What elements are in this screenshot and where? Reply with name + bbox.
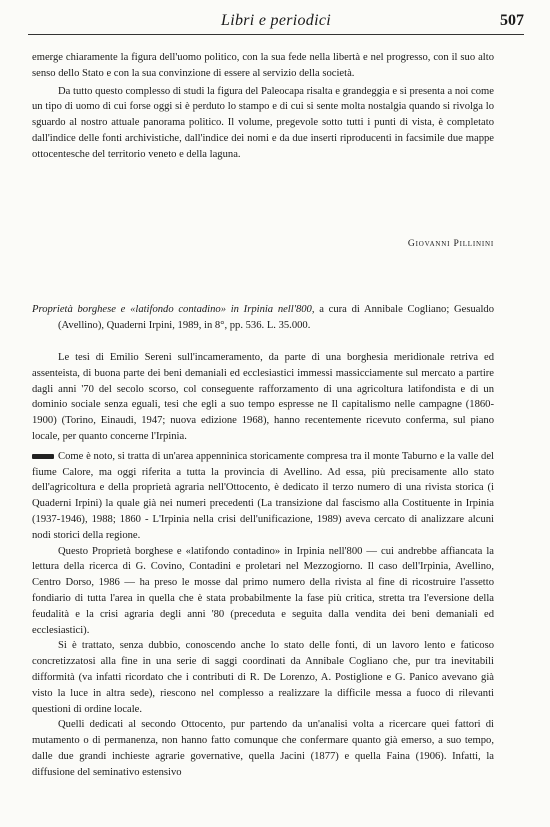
paragraph: Da tutto questo complesso di studi la figura del Paleocapa risalta e grandeggia e si presenta a noi come un tipo di uomo di cui forse oggi si è perduto lo stampo e di cui si sente molta nostalgia quando si rivolga lo sguardo al nostro attuale panorama politico. Il volume, pregevole sotto tutti i punti di vista, è completato dall'indice delle fonti archivistiche, dall'indice dei nomi e da due inserti riproducenti in facsimile due mappe ottocentesche del territorio veneto e della laguna. xyxy=(32,85,494,160)
book-title: Proprietà borghese e «latifondo contadino» in Irpinia nell'800, xyxy=(32,304,315,315)
running-header xyxy=(28,12,524,35)
paragraph: emerge chiaramente la figura dell'uomo politico, con la sua fede nella libertà e nel progresso, con il suo alto senso dello Stato e con la sua convinzione di essere al servizio della società. xyxy=(32,52,494,79)
page-number: 507 xyxy=(500,12,524,29)
review-2-body xyxy=(32,350,494,781)
reviewer-signature: Giovanni Pillinini xyxy=(407,238,494,249)
book-details: a cura di Annibale Cogliano; Gesualdo (Avellino), Quaderni Irpini, 1989, in 8°, pp. 536. L. 35.000. xyxy=(58,304,494,331)
paragraph: Le tesi di Emilio Sereni sull'incameramento, da parte di una borghesia meridionale retriva ed assenteista, di buona parte dei beni demaniali ed ecclesiastici immessi massicciamente sul mercato a partire dagli anni '70 del secolo scorso, col conseguente rafforzamento di una agricoltura latifondista e di un dominio sociale senza eguali, tesi che egli a suo tempo espresse ne Il capitalismo nelle campagne (1860-1900) (Torino, Einaudi, 1947; nuova edizione 1968), hanno recentemente ricevuto conferma, sul piano locale, per quanto concerne l'Irpinia. xyxy=(32,352,494,442)
paragraph: Questo Proprietà borghese e «latifondo contadino» in Irpinia nell'800 — cui andrebbe affiancata la lettura della ricerca di G. Covino, Contadini e proletari nel Mezzogiorno. Il caso dell'Irpinia, Avellino, Centro Dorso, 1986 — ha preso le mosse dal primo numero della rivista al fine di ricostruire l'assetto fondiario di tutta l'area in quella che è stata probabilmente la fase più critica, stretta tra l'eversione della feudalità e la crisi agraria degli anni '80 (preceduta e seguita dalla vendita dei beni demaniali ed ecclesiastici). xyxy=(32,545,494,636)
running-title: Libri e periodici xyxy=(221,12,331,29)
review-1-body xyxy=(32,50,494,163)
ink-mark xyxy=(32,454,54,459)
paragraph: Come è noto, si tratta di un'area appenninica storicamente compresa tra il monte Taburno e la valle del fiume Calore, ma oggi riferita a tutta la provincia di Avellino. Ad essa, più precisamente allo stato dell'agricoltura e della proprietà agraria nell'Ottocento, è dedicato il terzo numero di una rivista storica (i Quaderni Irpini) la quale già nei numeri precedenti (La transizione dal fascismo alla Costituente in Irpinia (1937-1946), 1988; 1860 - L'Irpinia nella crisi dell'unificazione, 1989) aveva cercato di analizzare alcuni nodi storici della regione. xyxy=(32,450,494,541)
bibliographic-entry xyxy=(32,302,494,333)
paragraph: Quelli dedicati al secondo Ottocento, pur partendo da un'analisi volta a ricercare quei fattori di mutamento o di permanenza, non hanno fatto comunque che confermare quanto già emerso, a suo tempo, dalle due grandi inchieste agrarie governative, quella Jacini (1877) e quella Faina (1906). Infatti, la diffusione del seminativo estensivo xyxy=(32,719,494,778)
paragraph: Si è trattato, senza dubbio, conoscendo anche lo stato delle fonti, di un lavoro lento e faticoso concretizzatosi alla fine in una serie di saggi coordinati da Annibale Cogliano che, pur tra inevitabili difformità (va infatti ricordato che i contributi di R. De Lorenzo, A. Postiglione e G. Panico avevano già visto la luce in altra sede), riescono nel complesso a realizzare la difficile messa a fuoco di rilevanti questioni di ordine locale. xyxy=(32,640,494,715)
